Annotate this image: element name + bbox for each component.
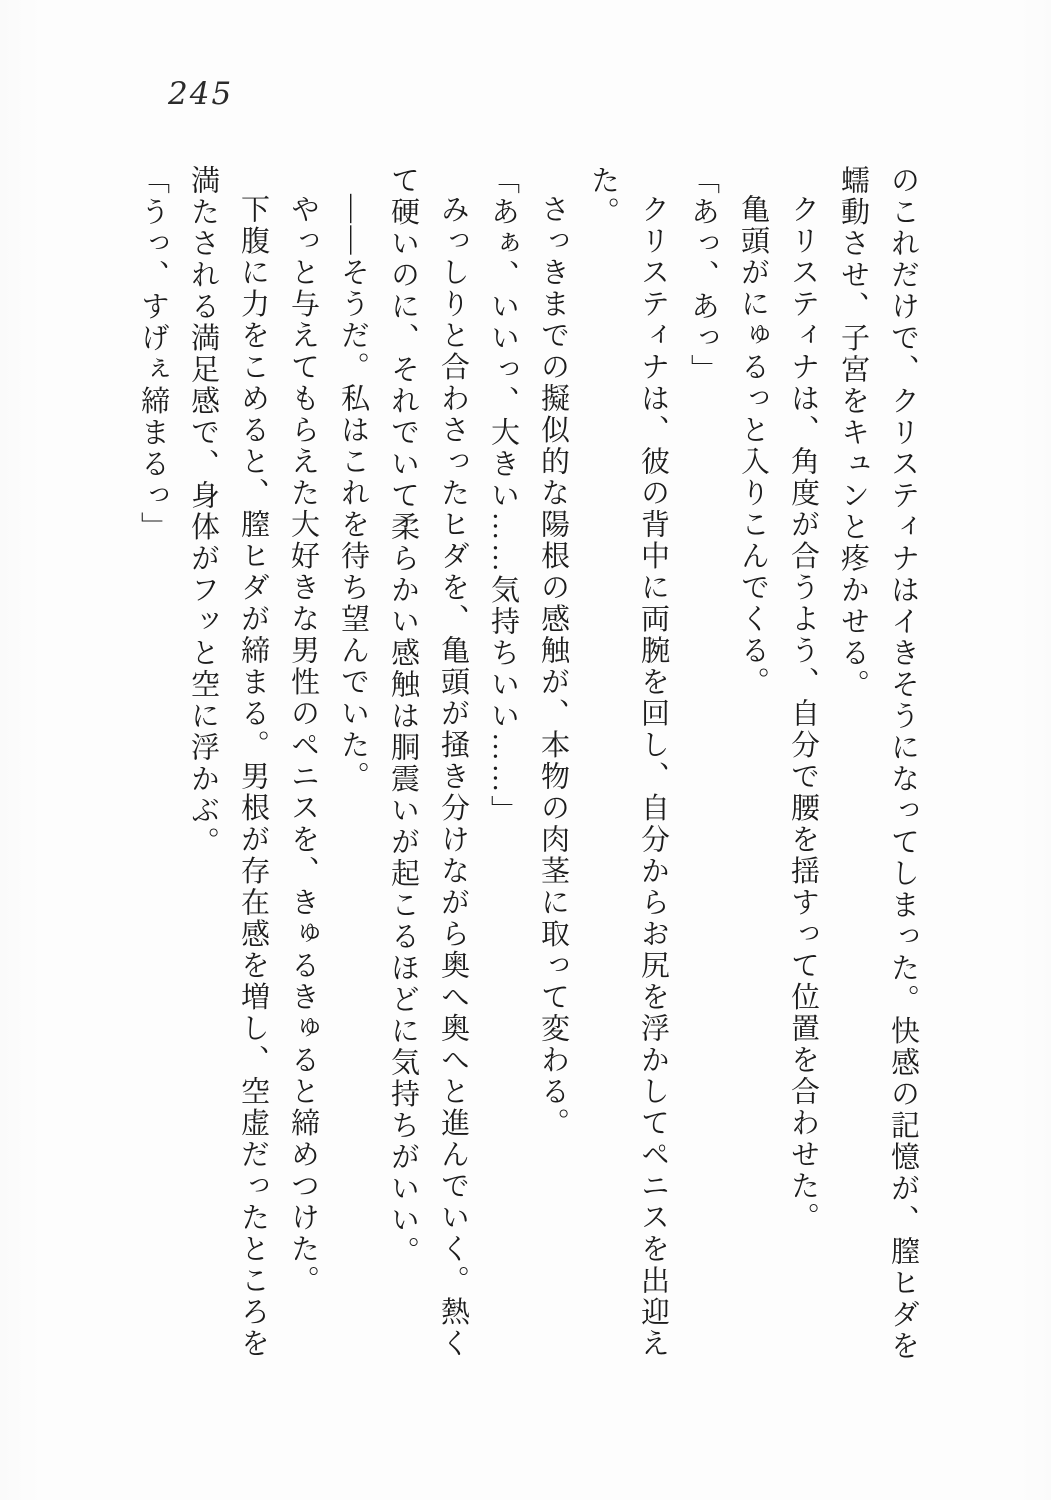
- text-line: みっしりと合わさったヒダを、亀頭が掻き分けながら奥へ奥へと進んでいく。熱く: [437, 194, 469, 1360]
- text-line: 満たされる満足感で、身体がフッと空に浮かぶ。: [187, 165, 219, 858]
- dialogue-line: 「あぁ、いいっ、大きい……気持ちいい……」: [487, 165, 519, 827]
- text-line: 亀頭がにゅるっと入りこんでくる。: [737, 194, 769, 698]
- text-line: クリスティナは、彼の背中に両腕を回し、自分からお尻を浮かしてペニスを出迎え: [637, 194, 669, 1360]
- text-line: ――そうだ。私はこれを待ち望んでいた。: [337, 194, 369, 793]
- dialogue-line: 「あっ、あっ」: [687, 165, 719, 386]
- dialogue-line: 「うっ、すげぇ締まるっ」: [137, 165, 169, 543]
- page-number: 245: [168, 76, 234, 112]
- text-line: て硬いのに、それでいて柔らかい感触は胴震いが起こるほどに気持ちがいい。: [387, 165, 419, 1268]
- text-line: クリスティナは、角度が合うよう、自分で腰を揺すって位置を合わせた。: [787, 194, 819, 1234]
- text-line: のこれだけで、クリスティナはイきそうになってしまった。快感の記憶が、膣ヒダを: [887, 165, 919, 1362]
- text-line: やっと与えてもらえた大好きな男性のペニスを、きゅるきゅると締めつけた。: [287, 194, 319, 1297]
- text-line: 蠕動させ、子宮をキュンと疼かせる。: [837, 165, 869, 701]
- text-line: た。: [587, 165, 619, 228]
- text-block: [128, 165, 928, 1380]
- text-line: 下腹に力をこめると、膣ヒダが締まる。男根が存在感を増し、空虚だったところを: [237, 194, 269, 1360]
- text-line: さっきまでの擬似的な陽根の感触が、本物の肉茎に取って変わる。: [537, 194, 569, 1139]
